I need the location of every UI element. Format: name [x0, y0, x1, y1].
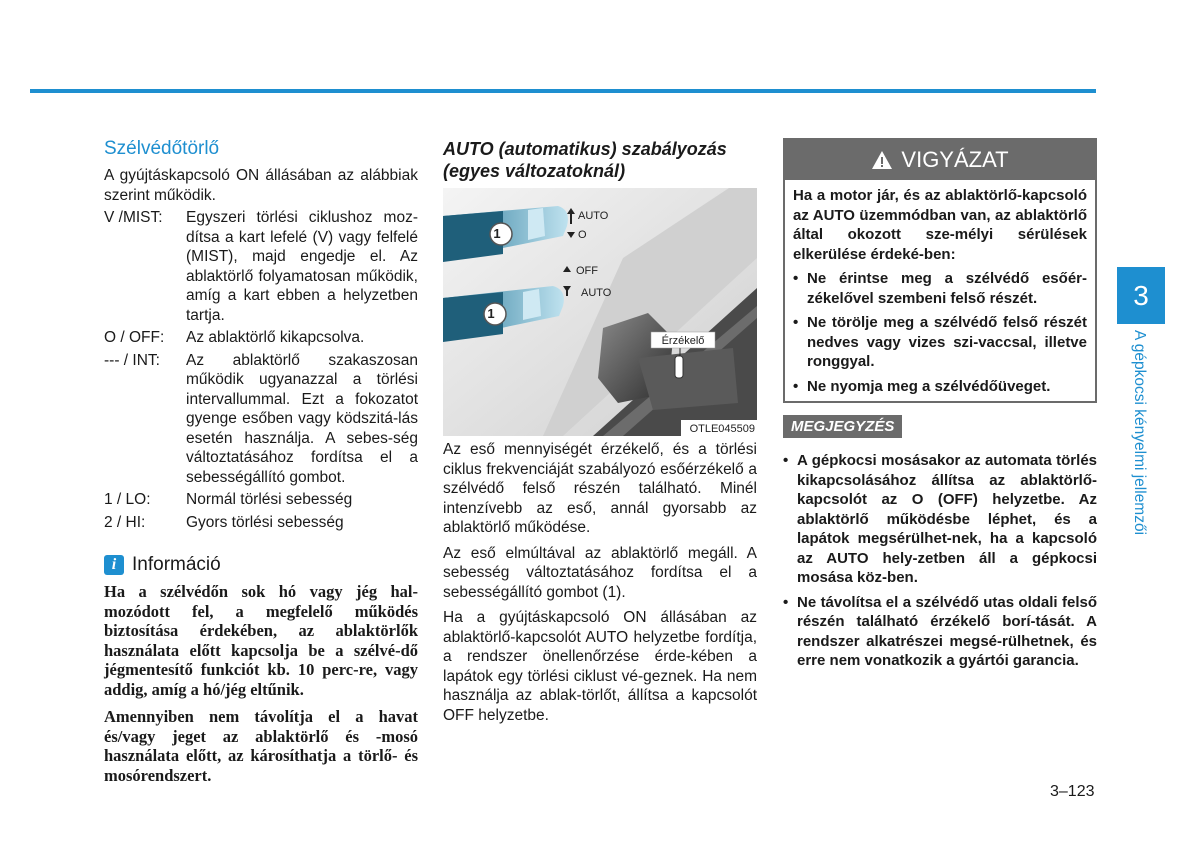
- warning-bullet-text: Ne nyomja meg a szélvédőüveget.: [807, 377, 1051, 395]
- chapter-title-vertical: [1128, 330, 1150, 570]
- bullet-dot: •: [793, 377, 799, 395]
- middle-column: [443, 138, 757, 731]
- mode-item: [104, 328, 418, 348]
- mode-key: O / OFF:: [104, 329, 165, 346]
- info-paragraph: Amennyiben nem távolítja el a havat és/vagy jeget az ablaktörlő és -mosó használata előtt, az károsíthatja a törlő- és mosórendszert.: [104, 707, 418, 785]
- label-auto-bottom: AUTO: [581, 287, 612, 299]
- left-column: [104, 138, 418, 793]
- warning-bullet: [793, 269, 1087, 308]
- chapter-title: A gépkocsi kényelmi jellemzői: [1131, 330, 1148, 536]
- mode-list: [104, 208, 418, 532]
- mode-text: Gyors törlési sebesség: [186, 513, 344, 531]
- info-paragraph: Ha a szélvédőn sok hó vagy jég hal-mozódott fel, a megfelelő működés biztosítása érdekében, az ablaktörlők használata előtt kapcsolja be a szélvé-dő jégmentesítő funkciót kb. 10 perc-re, vagy addig, amíg a hó/jég eltűnik.: [104, 582, 418, 699]
- warning-box: [783, 138, 1097, 403]
- auto-heading: AUTO (automatikus) szabályozás (egyes változatoknál): [443, 139, 727, 181]
- section-title: Szélvédőtörlő: [104, 138, 220, 159]
- right-column: [783, 138, 1097, 671]
- warning-icon: [871, 150, 893, 170]
- bullet-dot: •: [783, 452, 789, 469]
- warning-bullet-text: Ne törölje meg a szélvédő felső részét nedves vagy vizes szi-vaccsal, illetve ronggyal.: [807, 314, 1087, 370]
- mode-text: Az ablaktörlő kikapcsolva.: [186, 329, 365, 346]
- page-number: 3–123: [1050, 783, 1095, 800]
- bullet-dot: •: [793, 270, 799, 287]
- mode-key: 2 / HI:: [104, 513, 146, 531]
- info-header: [104, 554, 418, 576]
- warning-bullet-text: Ne érintse meg a szélvédő esőér-zékelővel szembeni felső részét.: [807, 270, 1087, 307]
- figure-code: OTLE045509: [689, 423, 755, 435]
- auto-paragraph: Az eső elmúltával az ablaktörlő megáll. A sebesség változtatásához fordítsa el a sebességállító gombot (1).: [443, 544, 757, 601]
- label-off: OFF: [576, 265, 598, 277]
- note-bullet-text: Ne távolítsa el a szélvédő utas oldali felső részén található érzékelő borí-tását. A rendszer alkatrészei megsé-rülhetnek, és erre nem vonatkozik a gyártói garancia.: [797, 593, 1097, 669]
- info-title: Információ: [132, 554, 221, 575]
- auto-paragraph: Az eső mennyiségét érzékelő, és a törlési ciklus frekvenciáját szabályozó esőérzékelő a szélvédő felső részén található. Minél intenzívebb az eső, annál gyorsabb az ablaktörlő működése.: [443, 441, 757, 536]
- note-body: [783, 451, 1097, 671]
- warning-bullet: [793, 313, 1087, 372]
- top-rule: [30, 89, 1096, 93]
- mode-text: Egyszeri törlési ciklushoz moz-dítsa a kart lefelé (V) vagy felfelé (MIST), majd engedje el. Az ablaktörlő folyamatosan működik, amíg a kart ebben a helyzetben tartja.: [186, 209, 418, 324]
- note-header: MEGJEGYZÉS: [783, 415, 902, 438]
- intro-paragraph: A gyújtáskapcsoló ON állásában az alábbiak szerint működik.: [104, 167, 418, 204]
- label-sensor: Érzékelő: [661, 335, 705, 347]
- wiper-sensor-figure: [443, 188, 757, 436]
- label-knob-1: 1: [493, 226, 501, 241]
- mode-key: --- / INT:: [104, 351, 160, 369]
- mode-text: Az ablaktörlő szakaszosan működik ugyanazzal a törlési intervallummal. Ezt a fokozatot gyenge esőben vagy ködszitá-lás esetén használja. A sebes-ség változtatásához fordítsa el a sebességállító gombot.: [186, 351, 418, 486]
- label-knob-1b: 1: [487, 306, 495, 321]
- label-auto-top: AUTO: [578, 210, 609, 222]
- warning-header: [785, 140, 1095, 180]
- chapter-tab: 3: [1117, 267, 1165, 324]
- note-bullet: [783, 451, 1097, 588]
- mode-item: [104, 513, 418, 533]
- mode-text: Normál törlési sebesség: [186, 491, 353, 508]
- mode-key: V /MIST:: [104, 209, 163, 226]
- info-icon: i: [104, 555, 124, 575]
- mode-key: 1 / LO:: [104, 491, 151, 508]
- warning-bullet: [793, 377, 1087, 397]
- mode-item: [104, 351, 418, 488]
- auto-paragraph: Ha a gyújtáskapcsoló ON állásában az ablaktörlő-kapcsolót AUTO helyzetbe fordítja, a rendszer önellenőrzése érde-kében a lapátok egy törlési ciklust vé-geznek. Ha nem használja az ablak-törlőt, állítsa a kapcsolót OFF helyzetbe.: [443, 609, 757, 724]
- mode-item: [104, 208, 418, 325]
- wiper-illustration: [443, 188, 757, 436]
- warning-body: [785, 180, 1095, 401]
- warning-title: VIGYÁZAT: [901, 147, 1009, 172]
- bullet-dot: •: [793, 314, 799, 331]
- bullet-dot: •: [783, 593, 789, 611]
- label-o: O: [578, 229, 587, 241]
- note-bullet: [783, 593, 1097, 671]
- mode-item: [104, 490, 418, 510]
- note-bullet-text: A gépkocsi mosásakor az automata törlés kikapcsolásához állítsa az ablaktörlő-kapcsolót az O (OFF) helyzetbe. Az ablaktörlő működésbe léphet, és a lapátok megsérülhet-nek, ha a kapcsoló az AUTO hely-zetben áll a gépkocsi mosása köz-ben.: [797, 452, 1097, 586]
- warning-intro: Ha a motor jár, és az ablaktörlő-kapcsoló az AUTO üzemmódban van, az ablaktörlő által okozott sze-mélyi sérülések elkerülése érdeké-ben:: [793, 187, 1087, 263]
